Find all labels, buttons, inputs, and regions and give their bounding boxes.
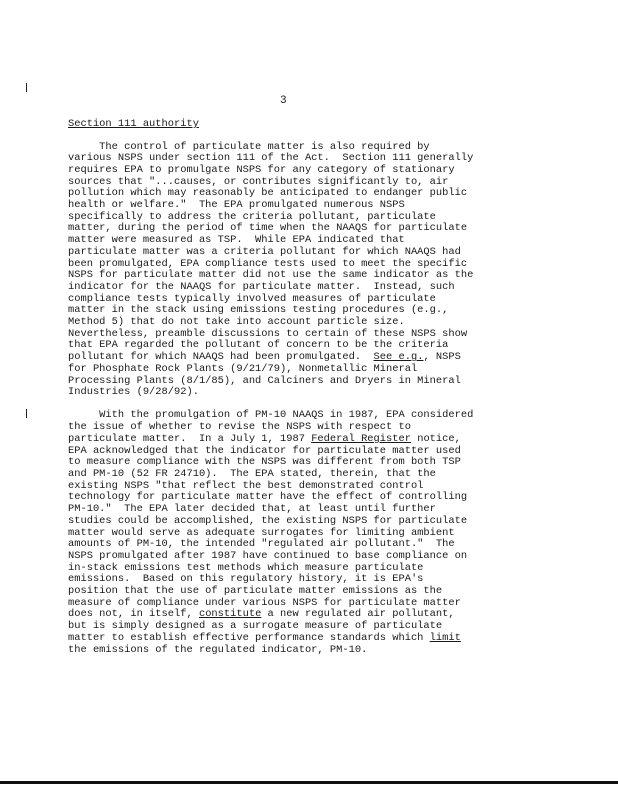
- text-line: pollution which may reasonably be anticipated to endanger public: [68, 187, 468, 200]
- text-line: health or welfare." The EPA promulgated numerous NSPS: [68, 199, 405, 212]
- text-line: requires EPA to promulgate NSPS for any category of stationary: [68, 163, 455, 176]
- document-body: [68, 118, 508, 668]
- text-fragment: does not, in itself,: [68, 608, 199, 621]
- text-line: the emissions of the regulated indicator, PM-10.: [68, 643, 368, 656]
- text-line: NSPS for particulate matter did not use the same indicator as the: [68, 269, 474, 282]
- page-number: 3: [280, 95, 287, 107]
- text-line: matter were measured as TSP. While EPA indicated that: [68, 234, 405, 247]
- text-fragment: a new regulated air pollutant,: [261, 608, 455, 621]
- citation-see-eg: See e.g.: [373, 351, 424, 364]
- text-line: sources that "...causes, or contributes significantly to, air: [68, 175, 449, 188]
- text-line: for Phosphate Rock Plants (9/21/79), Nonmetallic Mineral: [68, 362, 418, 375]
- text-line: specifically to address the criteria pollutant, particulate: [68, 210, 436, 223]
- text-line: matter in the stack using emissions testing procedures (e.g.,: [68, 304, 449, 317]
- text-line: that EPA regarded the pollutant of concern to be the criteria: [68, 339, 449, 352]
- text-fragment: matter to establish effective performance standards which: [68, 631, 430, 644]
- text-line: indicator for the NAAQS for particulate matter. Instead, such: [68, 280, 455, 293]
- text-line: Processing Plants (8/1/85), and Calciners and Dryers in Mineral: [68, 374, 461, 387]
- text-line: studies could be accomplished, the existing NSPS for particulate: [68, 514, 468, 527]
- text-line: emissions. Based on this regulatory history, it is EPA's: [68, 573, 424, 586]
- text-line: technology for particulate matter have the effect of controlling: [68, 491, 468, 504]
- text-line: NSPS promulgated after 1987 have continued to base compliance on: [68, 549, 468, 562]
- text-line: [68, 434, 508, 446]
- scan-mark: [26, 409, 27, 418]
- text-line: to measure compliance with the NSPS was different from both TSP: [68, 456, 461, 469]
- text-fragment: pollutant for which NAAQS had been promulgated.: [68, 351, 374, 364]
- emphasis-limit: limit: [429, 631, 461, 644]
- text-line: The control of particulate matter is also required by: [68, 140, 430, 153]
- text-line: Industries (9/28/92).: [68, 386, 199, 399]
- text-line: measure of compliance under various NSPS for particulate matter: [68, 596, 461, 609]
- text-line: been promulgated, EPA compliance tests used to meet the specific: [68, 257, 468, 270]
- text-fragment: notice,: [410, 432, 461, 445]
- text-line: compliance tests typically involved measures of particulate: [68, 292, 436, 305]
- text-line: With the promulgation of PM-10 NAAQS in 1987, EPA considered: [68, 409, 474, 422]
- text-fragment: , NSPS: [423, 351, 461, 364]
- text-line: various NSPS under section 111 of the Act. Section 111 generally: [68, 152, 474, 165]
- text-line: matter would serve as adequate surrogates for limiting ambient: [68, 526, 455, 539]
- text-line: and PM-10 (52 FR 24710). The EPA stated, therein, that the: [68, 467, 436, 480]
- text-line: in-stack emissions test methods which measure particulate: [68, 561, 424, 574]
- text-line: matter, during the period of time when the NAAQS for particulate: [68, 222, 468, 235]
- citation-federal-register: Federal Register: [311, 432, 411, 445]
- text-line: [68, 633, 508, 645]
- text-line: Method 5) that do not take into account particle size.: [68, 316, 405, 329]
- text-line: existing NSPS "that reflect the best demonstrated control: [68, 479, 424, 492]
- page-bottom-edge: [0, 781, 618, 784]
- section-heading: Section 111 authority: [68, 118, 199, 130]
- text-line: amounts of PM-10, the intended "regulated air pollutant." The: [68, 538, 455, 551]
- scan-mark: [26, 83, 27, 92]
- emphasis-constitute: constitute: [198, 608, 262, 621]
- text-line: particulate matter was a criteria pollutant for which NAAQS had: [68, 245, 461, 258]
- text-line: position that the use of particulate matter emissions as the: [68, 585, 443, 598]
- paragraph-pm10: [68, 410, 508, 656]
- paragraph-section-111: [68, 142, 508, 399]
- text-line: Nevertheless, preamble discussions to certain of these NSPS show: [68, 327, 468, 340]
- text-line: the issue of whether to revise the NSPS with respect to: [68, 421, 411, 434]
- text-line: but is simply designed as a surrogate measure of particulate: [68, 620, 443, 633]
- text-fragment: particulate matter. In a July 1, 1987: [68, 432, 312, 445]
- text-line: PM-10." The EPA later decided that, at least until further: [68, 503, 436, 516]
- text-line: EPA acknowledged that the indicator for particulate matter used: [68, 444, 461, 457]
